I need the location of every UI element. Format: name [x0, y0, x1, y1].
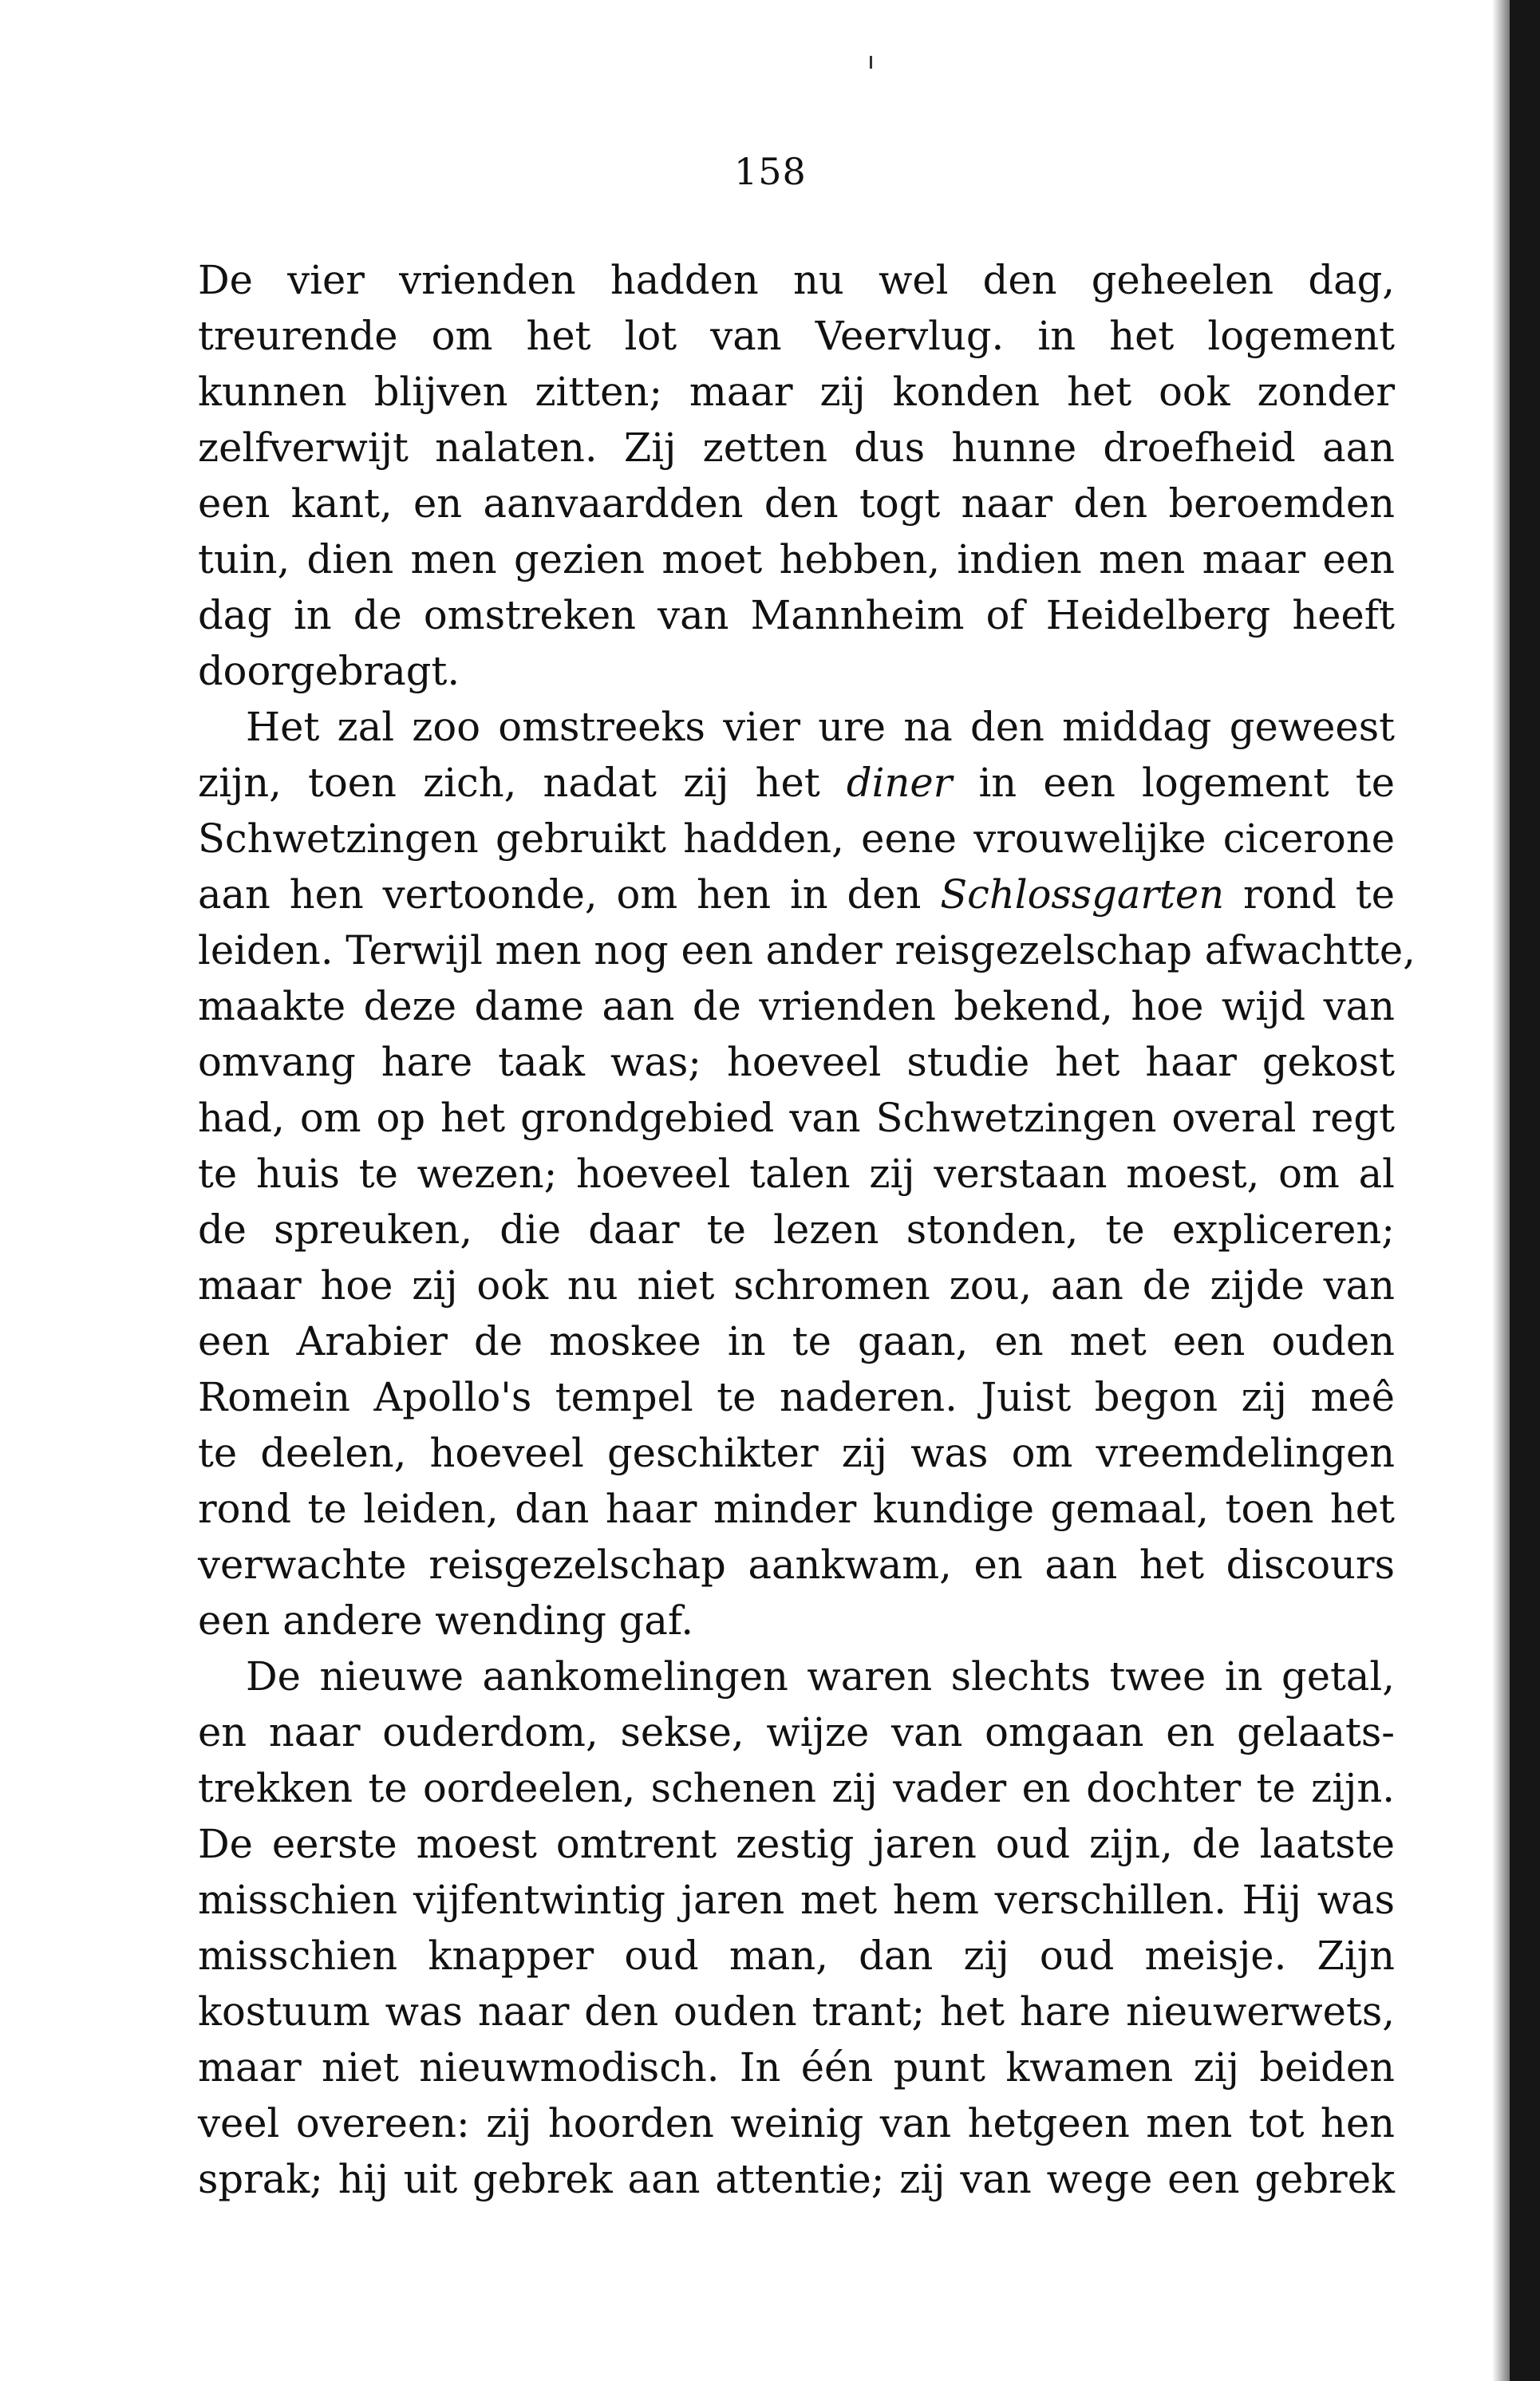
text-line: De nieuwe aankomelingen waren slechts twee in getal, [246, 1653, 1395, 1700]
text-line: had, om op het grondgebied van Schwetzingen overal regt [198, 1095, 1395, 1141]
text-line: rond te leiden, dan haar minder kundige gemaal, toen het [198, 1486, 1395, 1532]
page-number: 158 [734, 150, 807, 193]
text-line: en naar ouderdom, sekse, wijze van omgaan en gelaats- [198, 1709, 1395, 1755]
text-line: kostuum was naar den ouden trant; het hare nieuwerwets, [198, 1988, 1395, 2035]
text-line: De vier vrienden hadden nu wel den geheelen dag, [198, 257, 1395, 303]
text-line: De eerste moest omtrent zestig jaren oud zijn, de laatste [198, 1821, 1395, 1867]
text-line: Schwetzingen gebruikt hadden, eene vrouwelijke cicerone [198, 815, 1395, 862]
text-line: een andere wending gaf. [198, 1597, 694, 1644]
text-line: te deelen, hoeveel geschikter zij was om vreemdelingen [198, 1430, 1395, 1476]
body-text [198, 252, 1416, 2207]
italic-term: diner [846, 760, 953, 806]
text-line: aan hen vertoonde, om hen in den Schlossgarten rond te [198, 871, 1396, 918]
text-line: tuin, dien men gezien moet hebben, indien men maar een [198, 536, 1395, 582]
text-line: misschien knapper oud man, dan zij oud meisje. Zijn [198, 1933, 1395, 1979]
text-line: sprak; hij uit gebrek aan attentie; zij van wege een gebrek [198, 2156, 1395, 2202]
text-line: de spreuken, die daar te lezen stonden, te expliceren; [198, 1206, 1395, 1253]
print-speck [870, 56, 872, 69]
text-line: Het zal zoo omstreeks vier ure na den middag geweest [246, 704, 1395, 750]
italic-term: Schlossgarten [940, 871, 1225, 918]
text-line: maakte deze dame aan de vrienden bekend, hoe wijd van [198, 983, 1395, 1029]
text-line: maar niet nieuwmodisch. In één punt kwamen zij beiden [198, 2044, 1395, 2091]
text-line: treurende om het lot van Veervlug. in het logement [198, 313, 1395, 359]
text-line: dag in de omstreken van Mannheim of Heidelberg heeft [198, 592, 1395, 638]
text-line: verwachte reisgezelschap aankwam, en aan het discours [198, 1542, 1395, 1588]
text-line: een Arabier de moskee in te gaan, en met een ouden [198, 1318, 1395, 1364]
text-line: doorgebragt. [198, 648, 460, 694]
text-line: maar hoe zij ook nu niet schromen zou, aan de zijde van [198, 1262, 1395, 1309]
text-line: zelfverwijt nalaten. Zij zetten dus hunne droefheid aan [198, 424, 1395, 471]
page-edge [1510, 0, 1540, 2381]
binding-shadow [1492, 0, 1510, 2381]
text-line: veel overeen: zij hoorden weinig van hetgeen men tot hen [198, 2100, 1395, 2146]
text-line: leiden. Terwijl men nog een ander reisgezelschap afwachtte, [198, 927, 1416, 973]
text-line: een kant, en aanvaardden den togt naar den beroemden [198, 480, 1395, 527]
text-line: zijn, toen zich, nadat zij het diner in een logement te [198, 760, 1396, 806]
text-line: omvang hare taak was; hoeveel studie het haar gekost [198, 1039, 1395, 1085]
text-line: Romein Apollo's tempel te naderen. Juist begon zij meê [198, 1374, 1395, 1420]
text-line: te huis te wezen; hoeveel talen zij verstaan moest, om al [198, 1151, 1395, 1197]
text-line: trekken te oordeelen, schenen zij vader en dochter te zijn. [198, 1765, 1395, 1811]
text-line: kunnen blijven zitten; maar zij konden het ook zonder [198, 369, 1395, 415]
text-line: misschien vijfentwintig jaren met hem verschillen. Hij was [198, 1877, 1395, 1923]
